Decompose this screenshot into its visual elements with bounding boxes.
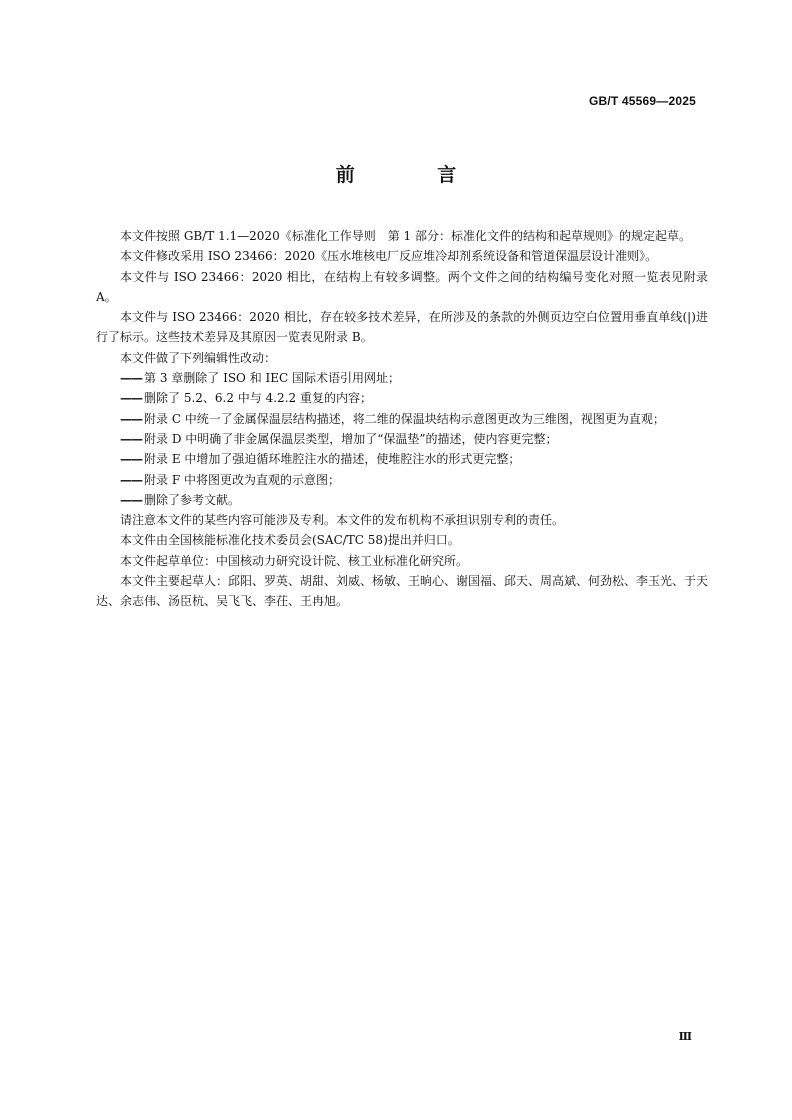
list-item-text: 附录 F 中将图更改为直观的示意图；: [144, 472, 340, 487]
list-item-text: 附录 D 中明确了非金属保温层类型，增加了“保温垫”的描述，使内容更完整；: [144, 431, 558, 446]
dash-bullet: ——: [120, 492, 142, 507]
paragraph-drafters: 本文件主要起草人：邱阳、罗英、胡甜、刘威、杨敏、王晌心、谢国福、邱天、周高斌、何劲松、李玉光、于天达、余志伟、汤臣杭、吴飞飞、李茌、王冉旭。: [96, 574, 709, 609]
dash-bullet: ——: [120, 452, 142, 467]
list-item-text: 附录 C 中统一了金属保温层结构描述，将二维的保温块结构示意图更改为三维图，视图更为直观；: [144, 411, 665, 426]
list-item-text: 删除了 5.2、6.2 中与 4.2.2 重复的内容；: [144, 391, 372, 406]
dash-bullet: ——: [120, 431, 142, 446]
dash-bullet: ——: [120, 391, 142, 406]
paragraph-proposer: 本文件由全国核能标准化技术委员会(SAC/TC 58)提出并归口。: [120, 533, 460, 548]
standard-code: GB/T 45569—2025: [588, 94, 696, 108]
paragraph-drafting-units: 本文件起草单位：中国核动力研究设计院、核工业标准化研究所。: [120, 553, 469, 568]
list-item-text: 附录 E 中增加了强迫循环堆腔注水的描述，使堆腔注水的形式更完整；: [144, 452, 521, 467]
paragraph-drafting-rules: 本文件按照 GB/T 1.1—2020《标准化工作导则 第 1 部分：标准化文件的结构和起草规则》的规定起草。: [120, 229, 691, 243]
list-item: [96, 490, 708, 510]
list-item-text: 第 3 章删除了 ISO 和 IEC 国际术语引用网址；: [144, 371, 401, 386]
page-number: Ⅲ: [678, 1030, 692, 1043]
list-item: [96, 409, 708, 429]
paragraph-patent-notice: 请注意本文件的某些内容可能涉及专利。本文件的发布机构不承担识别专利的责任。: [120, 513, 565, 528]
dash-bullet: ——: [120, 411, 142, 426]
list-item: [96, 388, 708, 408]
foreword-body: [96, 226, 708, 612]
list-item: [96, 470, 708, 490]
list-item-text: 删除了参考文献。: [144, 492, 241, 507]
paragraph-adoption: 本文件修改采用 ISO 23466：2020《压水堆核电厂反应堆冷却剂系统设备和管道保温层设计准则》。: [120, 249, 658, 264]
dash-bullet: ——: [120, 472, 142, 487]
paragraph-editorial-intro: 本文件做了下列编辑性改动：: [120, 350, 277, 365]
list-item: [96, 368, 708, 388]
list-item: [96, 429, 708, 449]
list-item: [96, 449, 708, 469]
paragraph-structure-changes: 本文件与 ISO 23466：2020 相比，在结构上有较多调整。两个文件之间的结构编号变化对照一览表见附录 A。: [96, 269, 708, 304]
paragraph-technical-deviations: 本文件与 ISO 23466：2020 相比，存在较多技术差异，在所涉及的条款的外侧页边空白位置用垂直单线(|)进行了标示。这些技术差异及其原因一览表见附录 B。: [96, 310, 708, 345]
dash-bullet: ——: [120, 371, 142, 386]
page-title: 前 言: [335, 164, 495, 186]
